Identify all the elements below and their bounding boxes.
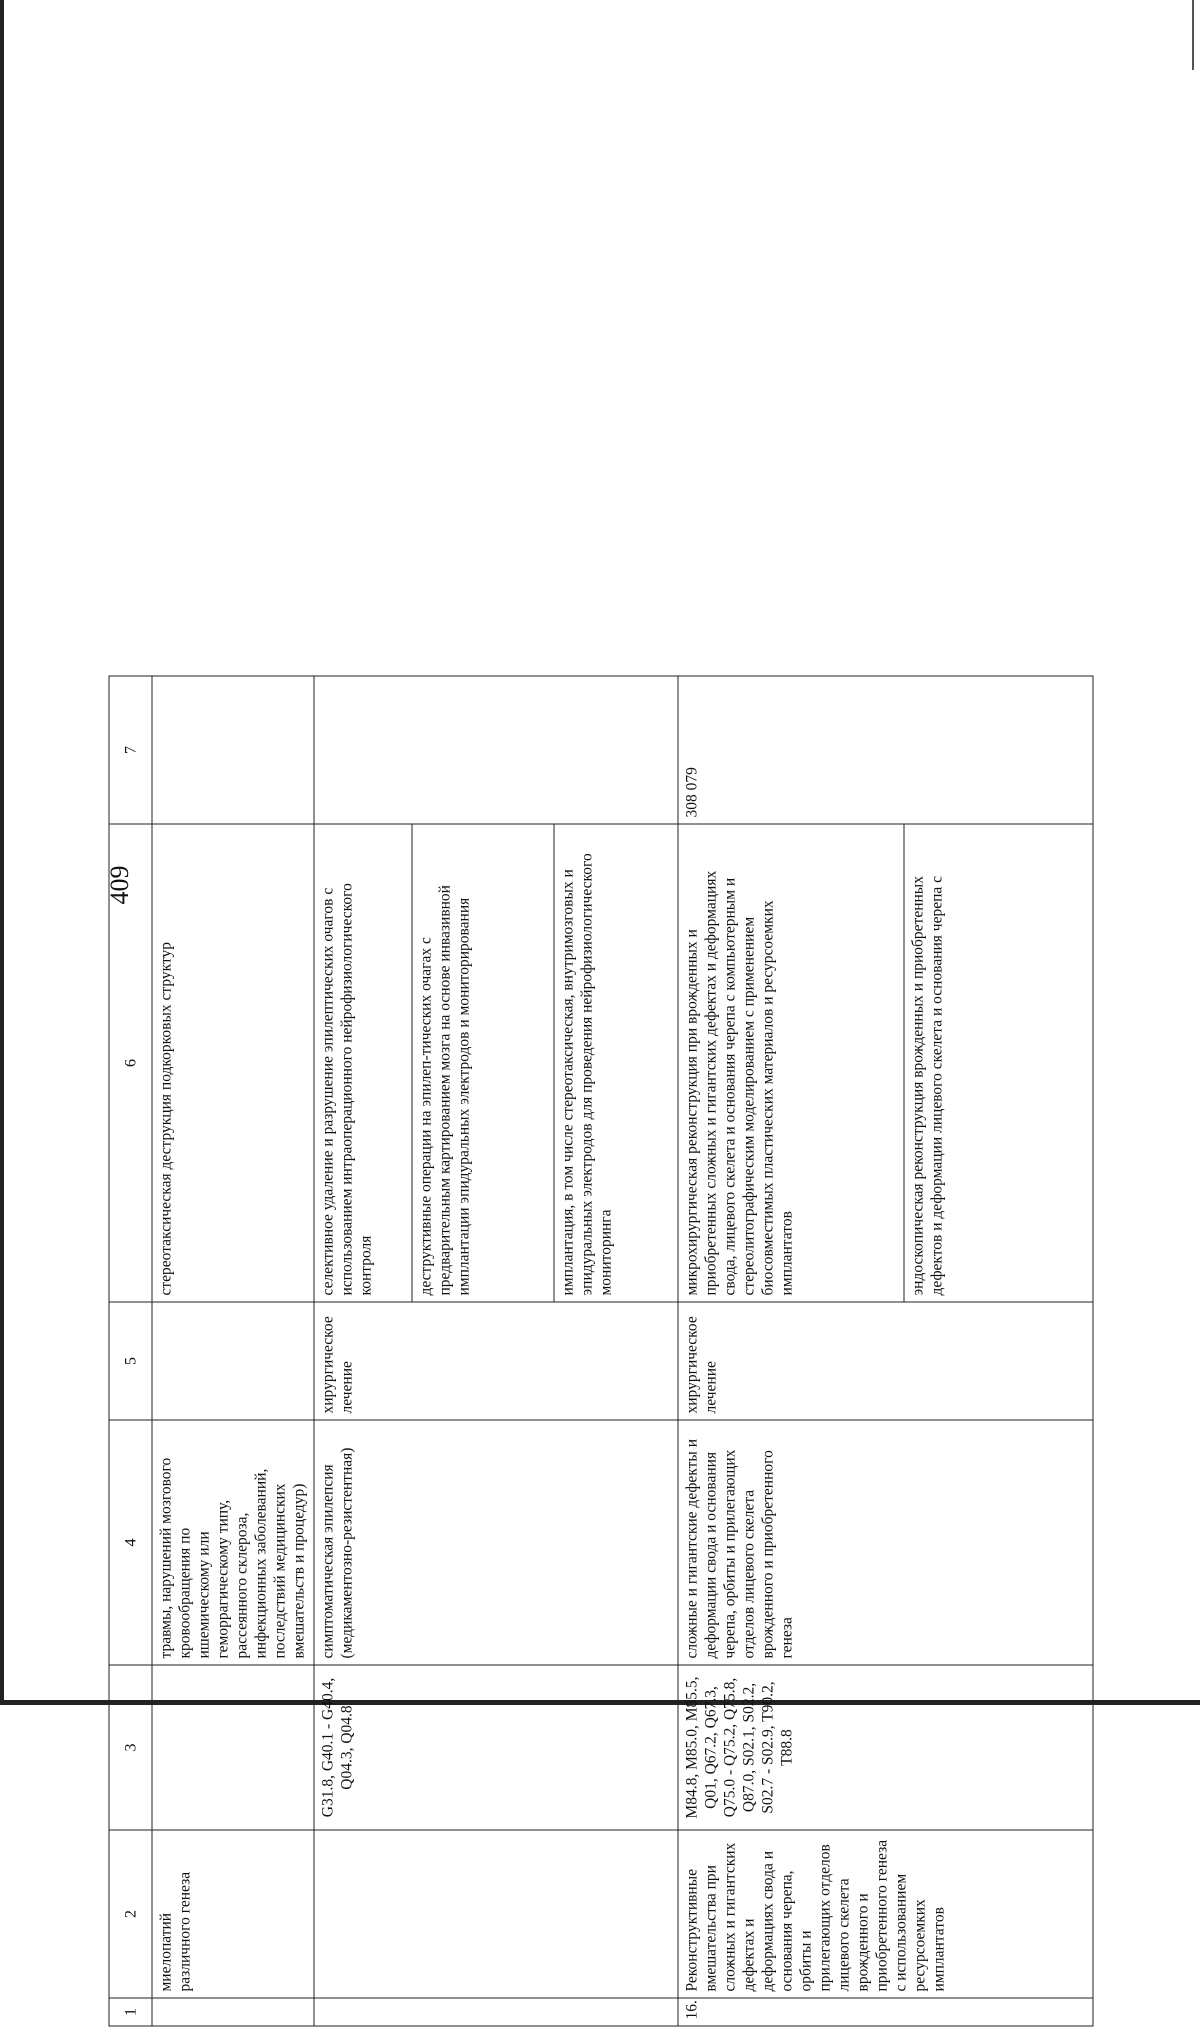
rotated-table-container xyxy=(109,677,1094,2027)
row-number-cell xyxy=(152,1998,314,2026)
treatment-method-cell: микрохирургическая реконструкция при врожденных и приобретенных сложных и гигантских дефектах и деформациях свода, лицевого скелета и основания черепа с компьютерным и стереолитографическим моделированием с применением биосовместимых пластических материалов и ресурсоемких имплантатов xyxy=(678,824,904,1302)
header-col-3: 3 xyxy=(109,1665,152,1830)
icd-code-cell: G31.8, G40.1 - G40.4, Q04.3, Q04.8 xyxy=(314,1665,678,1830)
patient-model-cell: сложные и гигантские дефекты и деформации свода и основания черепа, орбиты и прилегающих отделов лицевого скелета врожденного и приобретенного генеза xyxy=(678,1420,1093,1665)
icd-code-cell: M84.8, M85.0, M85.5, Q01, Q67.2, Q67.3, Q75.0 - Q75.2, Q75.8, Q87.0, S02.1, S02.2, S02.7 - S02.9, T90.2, T88.8 xyxy=(678,1665,1093,1830)
treatment-method-cell: имплантация, в том числе стереотаксическая, внутримозговых и эпидуральных электродов для проведения нейрофизиологического мониторинга xyxy=(554,824,678,1302)
row-number-cell: 16. xyxy=(678,1998,1093,2026)
treatment-type-cell: хирургическое лечение xyxy=(314,1302,678,1420)
scan-edge-right xyxy=(1192,0,1194,70)
header-col-1: 1 xyxy=(109,1998,152,2026)
header-col-4: 4 xyxy=(109,1420,152,1665)
header-col-6: 6 xyxy=(109,824,152,1302)
group-name-cell: Реконструктивные вмешательства при сложных и гигантских дефектах и деформациях свода и основания черепа, орбиты и прилегающих отделов лицевого скелета врожденного и приобретенного генеза с использованием ресурсоемких имплантатов xyxy=(678,1830,1093,1998)
treatment-method-cell: эндоскопическая реконструкция врожденных и приобретенных дефектов и деформации лицевого скелета и основания черепа с xyxy=(904,824,1093,1302)
header-col-5: 5 xyxy=(109,1302,152,1420)
cost-cell xyxy=(314,676,678,824)
header-row xyxy=(109,676,152,2026)
treatment-type-cell: хирургическое лечение xyxy=(678,1302,1093,1420)
cost-cell xyxy=(152,676,314,824)
table-row xyxy=(152,676,314,2026)
icd-code-cell xyxy=(152,1665,314,1830)
page-number: 409 xyxy=(105,865,134,905)
treatment-method-cell: деструктивные операции на эпилеп-тических очагах с предварительным картированием мозга на основе инвазивной имплантации эпидуральных электродов и мониторирования xyxy=(412,824,554,1302)
treatment-method-cell: селективное удаление и разрушение эпилептических очагов с использованием интраоперационного нейрофизиологического контроля xyxy=(314,824,412,1302)
treatment-type-cell xyxy=(152,1302,314,1420)
patient-model-cell: травмы, нарушений мозгового кровообращения по ишемическому или геморрагическому типу, рассеянного склероза, инфекционных заболеваний, последствий медицинских вмешательств и процедур) xyxy=(152,1420,314,1665)
table-row xyxy=(678,676,904,2026)
treatment-method-cell: стереотаксическая деструкция подкорковых структур xyxy=(152,824,314,1302)
row-number-cell xyxy=(314,1998,678,2026)
header-col-2: 2 xyxy=(109,1830,152,1998)
group-name-cell: миелопатий различного генеза xyxy=(152,1830,314,1998)
table-row xyxy=(314,676,412,2026)
scan-edge-left xyxy=(0,0,4,1705)
header-col-7: 7 xyxy=(109,676,152,824)
cost-cell: 308 079 xyxy=(678,676,1093,824)
patient-model-cell: симптоматическая эпилепсия (медикаментозно-резистентная) xyxy=(314,1420,678,1665)
group-name-cell xyxy=(314,1830,678,1998)
medical-care-table xyxy=(109,676,1094,2027)
